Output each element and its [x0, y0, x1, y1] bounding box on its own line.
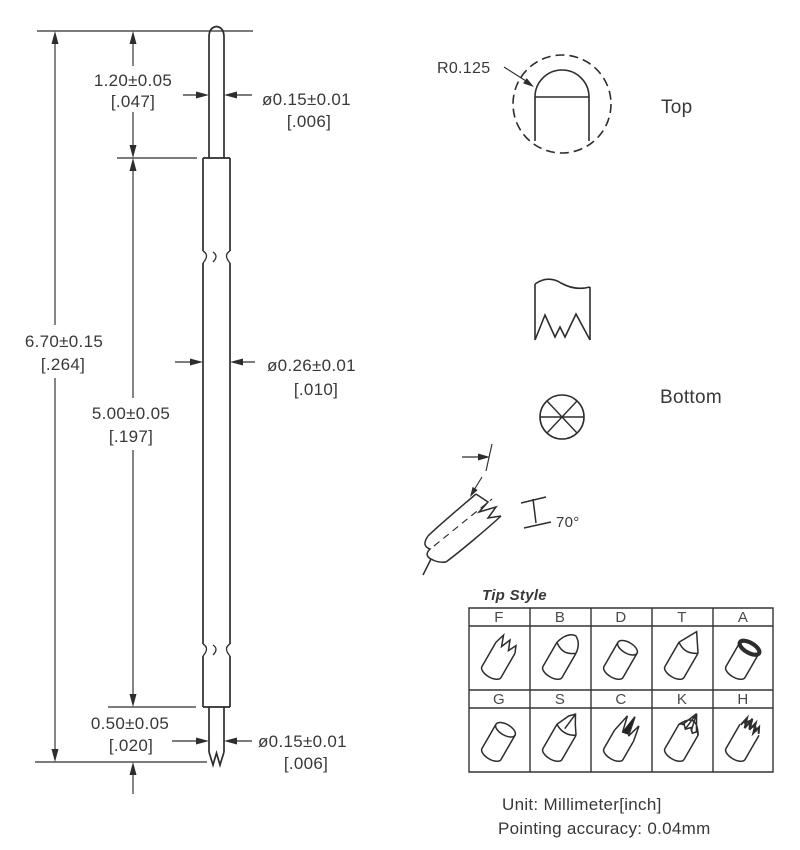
tip-style-title: Tip Style	[482, 587, 547, 604]
angle-symbol	[521, 497, 551, 528]
dim-text-tail-dia-in: [.006]	[283, 754, 329, 773]
probe-plunger-outline	[209, 27, 224, 159]
tip-style-header-H: H	[737, 691, 749, 708]
crown-3d-break-end	[423, 536, 446, 575]
dim-text-plunger-dia-in: [.006]	[286, 112, 332, 131]
dim-text-overall-length-mm: 6.70±0.15	[24, 332, 104, 351]
dim-text-plunger-dia-mm: ø0.15±0.01	[262, 90, 351, 109]
radius-label: R0.125	[437, 60, 491, 77]
barrel-break-marks-upper	[203, 251, 230, 263]
claw-tip-icon	[601, 711, 644, 764]
dim-text-barrel-length-mm: 5.00±0.05	[91, 404, 171, 423]
top-view-label: Top	[661, 97, 693, 118]
spear-tip-icon	[540, 709, 585, 765]
radius-leader-arrowhead	[523, 78, 534, 87]
tip-angle-label: 70°	[556, 514, 580, 531]
probe-side-view	[25, 27, 356, 795]
tip-style-header-C: C	[615, 691, 627, 708]
pointed-tip-icon	[662, 627, 707, 683]
bevel-tip-icon	[540, 629, 583, 682]
dim-text-plunger-length-mm: 1.20±0.05	[93, 71, 173, 90]
tip-style-header-S: S	[554, 691, 566, 708]
tip-angle-sketch	[423, 444, 580, 575]
dim-text-tail-length-in: [.020]	[108, 736, 154, 755]
top-view-dome-profile	[535, 70, 589, 141]
tip-style-header-G: G	[493, 691, 505, 708]
dim-text-barrel-length-in: [.197]	[108, 427, 154, 446]
unit-note: Unit: Millimeter[inch]	[502, 795, 662, 814]
tip-style-header-D: D	[615, 609, 627, 626]
dim-text-tail-dia-mm: ø0.15±0.01	[258, 732, 347, 751]
accuracy-note: Pointing accuracy: 0.04mm	[498, 819, 711, 838]
bottom-view-crown-serration	[535, 314, 590, 340]
drawing-notes	[498, 795, 711, 838]
bottom-view-end-spokes	[540, 401, 584, 433]
flat-tip-icon	[601, 637, 640, 682]
tip-style-header-F: F	[494, 609, 504, 626]
dim-text-barrel-dia-mm: ø0.26±0.01	[267, 356, 356, 375]
dim-text-tail-length-mm: 0.50±0.05	[90, 714, 170, 733]
barrel-break-marks-lower	[203, 644, 230, 656]
tip-style-header-A: A	[737, 609, 749, 626]
tip-bottom-view	[535, 279, 722, 439]
probe-barrel-outline	[203, 158, 230, 707]
crown-tip-icon	[479, 634, 520, 683]
tip-style-header-B: B	[554, 609, 566, 626]
multi-point-crown-tip-icon	[723, 715, 764, 765]
bottom-view-label: Bottom	[660, 387, 722, 408]
tip-style-table	[469, 587, 773, 772]
tip-style-header-T: T	[677, 609, 687, 626]
tip-style-header-K: K	[676, 691, 688, 708]
probe-tail-crown	[209, 752, 224, 765]
dim-text-plunger-length-in: [.047]	[110, 92, 156, 111]
crown-3d-body	[428, 494, 501, 562]
dim-text-overall-length-in: [.264]	[40, 355, 86, 374]
dim-text-barrel-dia-in: [.010]	[293, 380, 339, 399]
tip-top-view	[437, 55, 693, 153]
crown-arrow-line	[474, 477, 482, 490]
tube-tip-icon	[723, 638, 761, 682]
extension-lines	[35, 31, 253, 762]
serrated-cone-tip-icon	[662, 709, 707, 765]
probe-tail-outline	[209, 707, 224, 752]
dimension-arrowheads	[52, 31, 244, 775]
flat-tip-icon	[479, 719, 518, 764]
crown-3d-serration	[476, 494, 501, 518]
